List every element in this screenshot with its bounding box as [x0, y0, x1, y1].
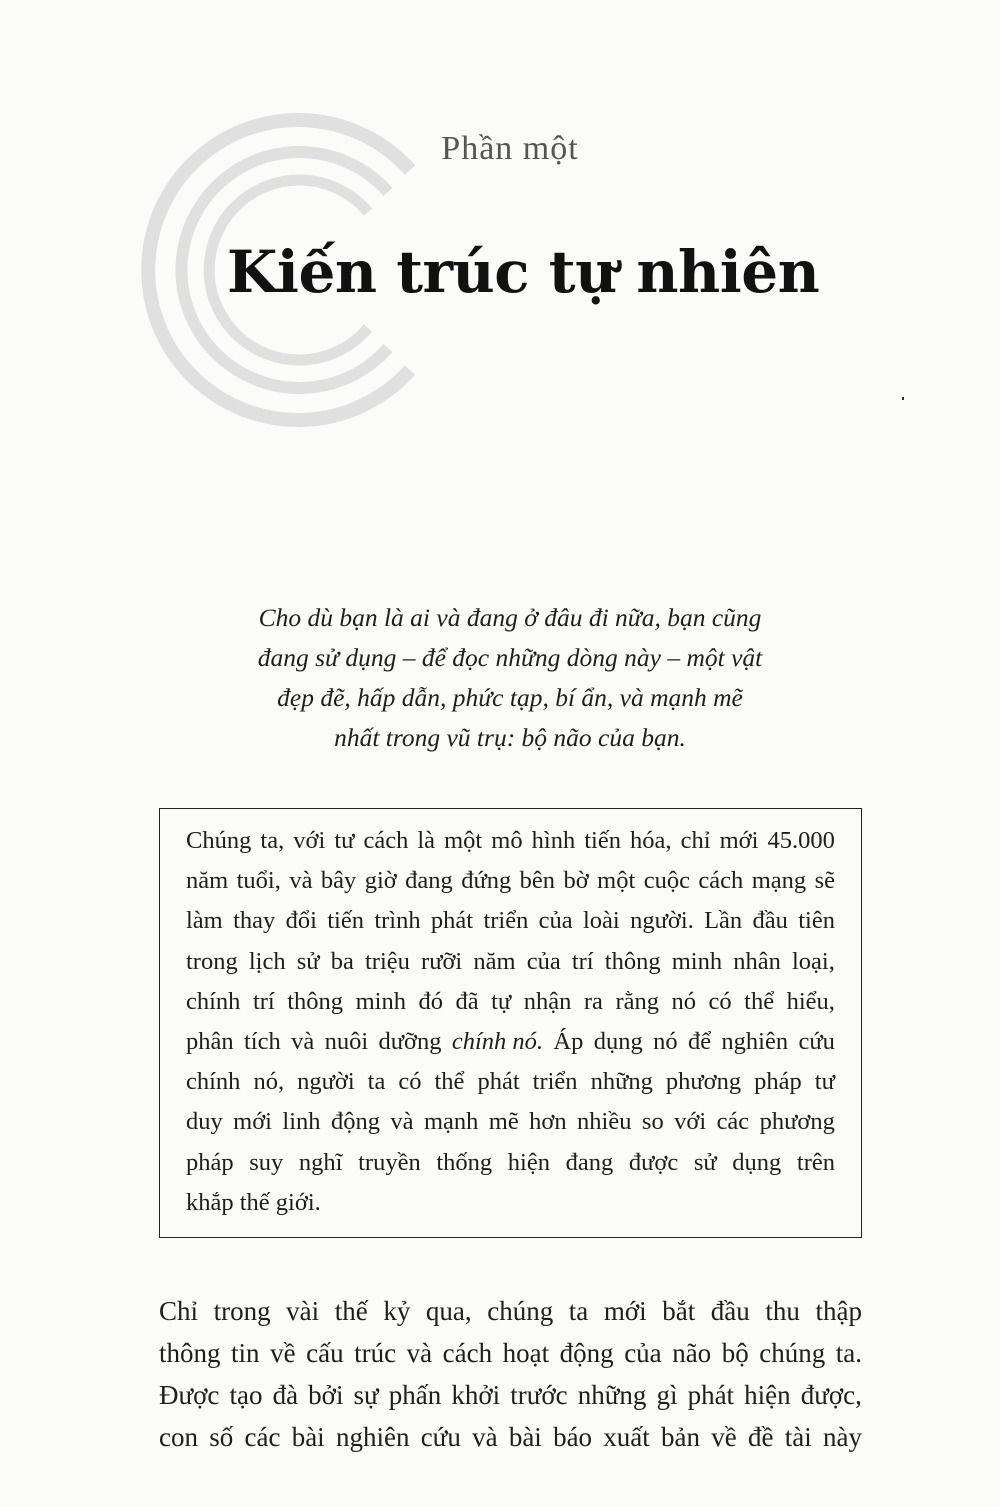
quote-word: mẽ — [488, 1108, 519, 1136]
quote-word: khắp thế giới. — [186, 1188, 321, 1216]
body-word: phát — [687, 1380, 735, 1410]
quote-word: có — [708, 987, 732, 1015]
body-word: cứu — [420, 1422, 461, 1452]
quote-word: tuổi, — [236, 867, 281, 895]
body-paragraph — [159, 1290, 862, 1458]
body-word: này — [823, 1422, 862, 1452]
body-word: bởi — [308, 1380, 344, 1410]
body-word: cấu — [306, 1338, 344, 1368]
quote-word: thể — [434, 1068, 465, 1096]
body-word: báo — [553, 1422, 593, 1452]
quote-word: bờ — [563, 867, 589, 895]
body-line — [159, 1290, 862, 1332]
body-line — [159, 1332, 862, 1374]
quote-word: người. — [630, 907, 694, 935]
quote-word: cách — [363, 827, 409, 854]
quote-word: tư — [814, 1068, 835, 1096]
quote-word: triệu — [364, 947, 410, 975]
quote-word: sử — [693, 1148, 717, 1176]
body-word: cách — [442, 1338, 493, 1368]
quote-word: một — [597, 867, 636, 895]
quote-word: nó — [653, 1028, 678, 1055]
body-word: trúc — [354, 1338, 397, 1368]
quote-word: minh — [671, 947, 723, 975]
quote-word: sử — [296, 947, 320, 975]
quote-word: động — [330, 1108, 380, 1136]
quote-word: ta — [367, 1068, 386, 1096]
body-line — [159, 1416, 862, 1458]
body-word: gì — [656, 1380, 678, 1410]
quote-word: ra — [583, 987, 603, 1015]
body-word: Được — [159, 1380, 220, 1410]
quote-word: truyền — [358, 1148, 421, 1176]
epigraph-line: nhất trong vũ trụ: bộ não của bạn. — [334, 723, 686, 752]
quote-word: của — [526, 947, 561, 975]
quote-word: chỉ — [680, 827, 711, 854]
body-word: bộ — [721, 1338, 749, 1368]
quote-word: loại, — [792, 947, 835, 975]
quote-word: dụng — [593, 1028, 643, 1055]
quote-word: năm — [186, 867, 229, 895]
body-word: hiện — [744, 1380, 791, 1410]
body-word: số — [209, 1422, 234, 1452]
quote-word: và — [390, 1108, 414, 1136]
body-word: về — [270, 1338, 296, 1368]
quote-word: bên — [519, 867, 556, 895]
quote-word: thông — [604, 947, 661, 975]
quote-line — [186, 1149, 835, 1177]
quote-word: nghĩ — [298, 1148, 343, 1176]
quote-word: với — [293, 827, 326, 854]
quote-word: hiểu, — [786, 987, 835, 1015]
quote-word: một — [444, 827, 483, 854]
quote-word: mạng — [751, 867, 807, 895]
quote-word: rằng — [615, 987, 659, 1015]
body-line — [159, 1374, 862, 1416]
body-word: mới — [603, 1296, 647, 1326]
quote-word: hơn — [529, 1108, 567, 1136]
quote-word: thông — [287, 987, 344, 1015]
body-word: vài — [286, 1296, 320, 1326]
body-word: xuất — [603, 1422, 650, 1452]
body-word: trước — [510, 1380, 568, 1410]
quote-word: nghiên — [721, 1028, 789, 1055]
quote-line — [186, 1108, 835, 1136]
quote-word: những — [590, 1068, 653, 1096]
quote-word: bây — [320, 867, 357, 895]
body-word: qua, — [425, 1296, 472, 1326]
quote-word: nhiều — [577, 1108, 632, 1136]
quote-word: nó — [671, 987, 696, 1015]
epigraph-line: Cho dù bạn là ai và đang ở đâu đi nữa, bạn cũng — [258, 603, 762, 632]
quote-word: thể — [744, 987, 775, 1015]
epigraph — [200, 598, 820, 758]
quote-word: mới — [719, 827, 759, 854]
quote-word: đầu — [752, 907, 788, 935]
quote-word: Chúng — [186, 827, 252, 854]
quote-word: dụng — [732, 1148, 782, 1176]
body-word: tài — [784, 1422, 812, 1452]
quote-word: mạnh — [423, 1108, 479, 1136]
quote-word: tiên — [798, 907, 835, 935]
quote-line — [186, 988, 835, 1016]
quote-word: nhân — [733, 947, 781, 975]
quote-word: cuộc — [643, 867, 690, 895]
quote-line — [186, 1068, 835, 1096]
quote-word: Lần — [704, 907, 743, 935]
epigraph-line: đang sử dụng – để đọc những dòng này – một vật — [257, 643, 763, 672]
quote-word: của — [538, 907, 573, 935]
quote-word: hóa, — [630, 827, 672, 854]
body-word: ta — [568, 1296, 589, 1326]
body-word: chúng — [759, 1338, 826, 1368]
quote-word: đang — [565, 1148, 614, 1176]
body-word: và — [406, 1338, 433, 1368]
quote-line — [186, 867, 835, 895]
quote-word: đã — [455, 987, 479, 1015]
body-word: bài — [291, 1422, 325, 1452]
quote-word: cách — [698, 867, 744, 895]
quote-word: thống — [436, 1148, 493, 1176]
quote-word: và — [291, 1028, 315, 1055]
body-word: ta. — [835, 1338, 862, 1368]
body-word: được, — [800, 1380, 862, 1410]
body-word: thông — [159, 1338, 221, 1368]
body-word: thế — [334, 1296, 368, 1326]
quote-word: chính — [186, 1068, 241, 1096]
quote-word: trong — [186, 947, 238, 975]
body-word: nghiên — [335, 1422, 410, 1452]
quote-word: tiến — [327, 907, 364, 935]
body-word: trong — [213, 1296, 271, 1326]
quote-word: triển — [483, 907, 529, 935]
epigraph-line: đẹp đẽ, hấp dẫn, phức tạp, bí ẩn, và mạnh mẽ — [277, 683, 743, 712]
quote-word: mô — [491, 827, 523, 854]
body-word: sự — [353, 1380, 379, 1410]
quote-line — [186, 948, 835, 976]
quote-word: pháp — [754, 1068, 802, 1096]
quote-word: và — [289, 867, 313, 895]
quote-word: lịch — [248, 947, 286, 975]
quote-word: sẽ — [814, 867, 835, 895]
quote-word: mới — [233, 1108, 272, 1136]
body-word: não — [672, 1338, 712, 1368]
quote-word: với — [674, 1108, 707, 1136]
quote-word: linh — [282, 1108, 321, 1136]
quote-word: thay — [233, 907, 276, 935]
quote-word: phát — [430, 907, 474, 935]
quote-word: giờ — [364, 867, 397, 895]
quote-word: tư — [334, 827, 355, 854]
quote-word: trí — [252, 987, 275, 1015]
quote-word: các — [716, 1108, 750, 1136]
body-word: bài — [508, 1422, 542, 1452]
body-word: những — [577, 1380, 647, 1410]
quote-word: tự — [491, 987, 512, 1015]
quote-word: được — [628, 1148, 679, 1176]
quote-word: năm — [473, 947, 516, 975]
quote-word: để — [687, 1028, 712, 1055]
quote-word: cứu — [798, 1028, 835, 1055]
quote-word: Áp — [553, 1028, 584, 1055]
quote-word: tích — [243, 1028, 281, 1055]
quote-word: phát — [477, 1068, 520, 1096]
quote-line — [186, 907, 835, 935]
quote-word: so — [641, 1108, 664, 1136]
quote-word: người — [297, 1068, 355, 1096]
quote-word: minh — [355, 987, 406, 1015]
quote-word: hiện — [507, 1148, 550, 1176]
body-word: đầu — [710, 1296, 750, 1326]
body-word: của — [624, 1338, 662, 1368]
quote-word: chính nó. — [451, 1028, 544, 1055]
quote-word: ta, — [260, 827, 285, 854]
quote-word: đứng — [461, 867, 512, 895]
chapter-title: Kiến trúc tự nhiên — [227, 238, 820, 306]
quote-word: loài — [583, 907, 620, 935]
quote-word: trí — [571, 947, 594, 975]
quote-word: trình — [374, 907, 421, 935]
body-word: và — [472, 1422, 498, 1452]
body-word: khởi — [451, 1380, 501, 1410]
quote-word: phương — [665, 1068, 742, 1096]
quote-word: phân — [186, 1028, 234, 1055]
quote-word: pháp — [186, 1148, 234, 1176]
body-word: bản — [661, 1422, 701, 1452]
quote-word: là — [417, 827, 436, 854]
quote-word: triển — [532, 1068, 578, 1096]
body-word: chúng — [487, 1296, 554, 1326]
quote-line — [186, 1028, 835, 1056]
quote-word: suy — [249, 1148, 284, 1176]
quote-word: đang — [405, 867, 453, 895]
body-word: hoạt — [502, 1338, 550, 1368]
quote-word: đổi — [285, 907, 317, 935]
quote-word: ba — [330, 947, 354, 975]
quote-word: dưỡng — [378, 1028, 442, 1055]
quote-word: trên — [796, 1148, 835, 1176]
part-label: Phần một — [441, 130, 579, 167]
body-word: Chỉ — [159, 1296, 199, 1326]
quote-word: chính — [186, 987, 241, 1015]
body-word: các — [244, 1422, 281, 1452]
body-word: đà — [272, 1380, 299, 1410]
body-word: thập — [815, 1296, 862, 1326]
body-word: phấn — [388, 1380, 442, 1410]
quote-word: đó — [418, 987, 443, 1015]
quote-line — [186, 1189, 835, 1217]
quote-word: rưỡi — [421, 947, 463, 975]
scan-speck — [902, 397, 904, 400]
quote-box — [159, 808, 862, 1238]
body-word: tạo — [229, 1380, 263, 1410]
body-word: kỷ — [383, 1296, 411, 1326]
body-word: động — [559, 1338, 614, 1368]
body-word: đề — [748, 1422, 774, 1452]
quote-word: nó, — [253, 1068, 285, 1096]
quote-word: nhận — [523, 987, 572, 1015]
quote-word: duy — [186, 1108, 223, 1136]
body-word: về — [711, 1422, 737, 1452]
quote-word: tiến — [584, 827, 621, 854]
quote-word: nuôi — [324, 1028, 369, 1055]
quote-word: có — [398, 1068, 422, 1096]
body-word: con — [159, 1422, 198, 1452]
body-word: bắt — [662, 1296, 696, 1326]
quote-word: phương — [759, 1108, 835, 1136]
quote-line — [186, 827, 835, 855]
quote-word: làm — [186, 907, 223, 935]
quote-word: hình — [531, 827, 576, 854]
body-word: thu — [765, 1296, 800, 1326]
body-word: tin — [231, 1338, 260, 1368]
quote-word: 45.000 — [767, 827, 835, 854]
